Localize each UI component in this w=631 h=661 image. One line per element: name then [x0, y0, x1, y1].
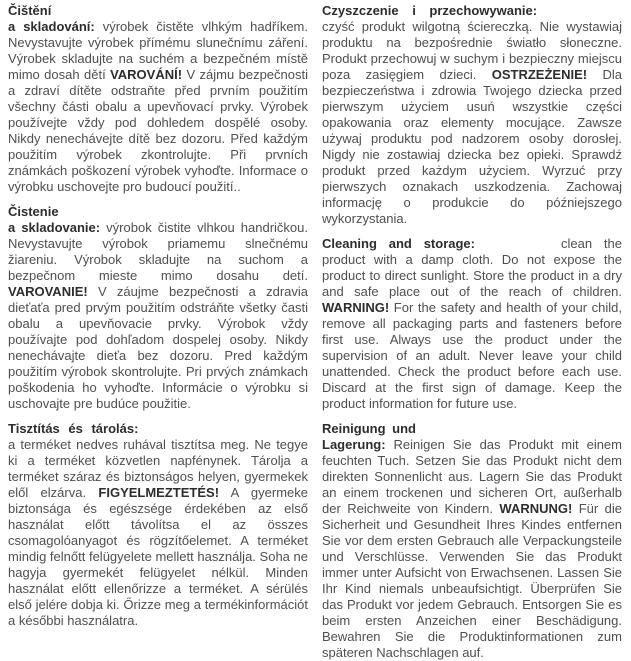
section-hungarian: [8, 421, 308, 629]
heading-polish: Czyszczenie i przechowywanie:: [322, 3, 538, 18]
section-polish: [322, 3, 622, 227]
section-english: [322, 236, 622, 412]
heading-slovak: Čistenie: [8, 204, 59, 219]
paragraph-slovak: a skladovanie: výrobok čistite vlhkou handričkou. Nevystavujte výrobok priamemu slnečnému žiareniu. Výrobok skladujte na suchom a bezpečnom mieste mimo dosahu detí. VAROVANIE! V záujme bezpečnosti a zdravia dieťaťa pred prvým použitím odstráňte všetky časti obalu a upevňovacie prvky. Výrobok vždy používajte pod dohľadom dospelej osoby. Nikdy nenechávajte dieťa bez dozoru. Pred každým použitím výrobok skontrolujte. Pri prvých známkach poškodenia ho vyhoďte. Informácie o výrobku si uschovajte pre budúce použitie.: [8, 220, 309, 411]
heading-hungarian: Tisztítás és tárolás:: [8, 421, 139, 436]
heading-german: Reinigung und: [322, 421, 416, 436]
left-column: [8, 3, 308, 661]
paragraph-polish: czyść produkt wilgotną ściereczką. Nie wystawiaj produktu na bezpośrednie światło słoneczne. Produkt przechowuj w suchym i bezpieczny miejscu poza zasięgiem dzieci. OSTRZEŻENIE! Dla bezpieczeństwa i zdrowia Twojego dziecka przed pierwszym użyciem usuń wszystkie części opakowania oraz elementy mocujące. Zawsze używaj produktu pod nadzorem osoby dorosłej. Nigdy nie zostawiaj dziecka bez opieki. Sprawdź produkt przed każdym użyciem. Wyrzuć przy pierwszych oznakach uszkodzenia. Zachowaj informację o produkcie do późniejszego wykorzystania.: [322, 19, 622, 226]
section-czech: [8, 3, 308, 195]
paragraph-english: Cleaning and storage: clean the product with a damp cloth. Do not expose the product to direct sunlight. Store the product in a dry and safe place out of the reach of children. WARNING! For the safety and health of your child, remove all packaging parts and fasteners before first use. Always use the product under the supervision of an adult. Never leave your child unattended. Check the product before each use. Discard at the first sign of damage. Keep the product information for future use.: [322, 236, 622, 411]
section-slovak: [8, 204, 308, 412]
heading-czech: Čištění: [8, 3, 52, 18]
paragraph-czech: a skladování: výrobek čistěte vlhkým hadříkem. Nevystavujte výrobek přímému slunečnímu záření. Výrobek skladujte na suchém a bezpečném místě mimo dosah dětí VAROVÁNÍ! V zájmu bezpečnosti a zdraví dítěte odstraňte před prvním použitím všechny části obalu a upevňovací prvky. Výrobek používejte vždy pod dohledem dospělé osoby. Nikdy nenechávejte dítě bez dozoru. Před každým použitím výrobek zkontrolujte. Při prvních známkách poškození výrobek vyhoďte. Informace o výrobku uschovejte pro budoucí použití..: [8, 19, 308, 194]
paragraph-german: Lagerung: Reinigen Sie das Produkt mit einem feuchten Tuch. Setzen Sie das Produkt nicht dem direkten Sonnenlicht aus. Lagern Sie das Produkt an einem trockenen und sicheren Ort, außerhalb der Reichweite von Kindern. WARNUNG! Für die Sicherheit und Gesundheit Ihres Kindes entfernen Sie vor dem ersten Gebrauch alle Verpackungsteile und Verschlüsse. Verwenden Sie das Produkt immer unter Aufsicht von Erwachsenen. Lassen Sie Ihr Kind niemals unbeaufsichtigt. Überprüfen Sie das Produkt vor jedem Gebrauch. Entsorgen Sie es beim ersten Anzeichen einer Beschädigung. Bewahren Sie die Produktinformationen zum späteren Nachschlagen auf.: [322, 437, 622, 660]
paragraph-hungarian: a terméket nedves ruhával tisztítsa meg. Ne tegye ki a terméket közvetlen napfénynek. Tárolja a terméket száraz és biztonságos helyen, gyermekek elől elzárva. FIGYELMEZTETÉS! A gyermeke biztonsága és egészsége érdekében az első használat előtt távolítsa el az összes csomagolóanyagot és rögzítőelemet. A terméket mindig felnőtt felügyelete mellett használja. Soha ne hagyja gyermekét felügyelet nélkül. Minden használat előtt ellenőrizze a terméket. A sérülés első jelére dobja ki. Őrizze meg a termékinformációt a későbbi használatra.: [8, 437, 308, 628]
section-german: [322, 421, 622, 661]
right-column: [322, 3, 622, 661]
